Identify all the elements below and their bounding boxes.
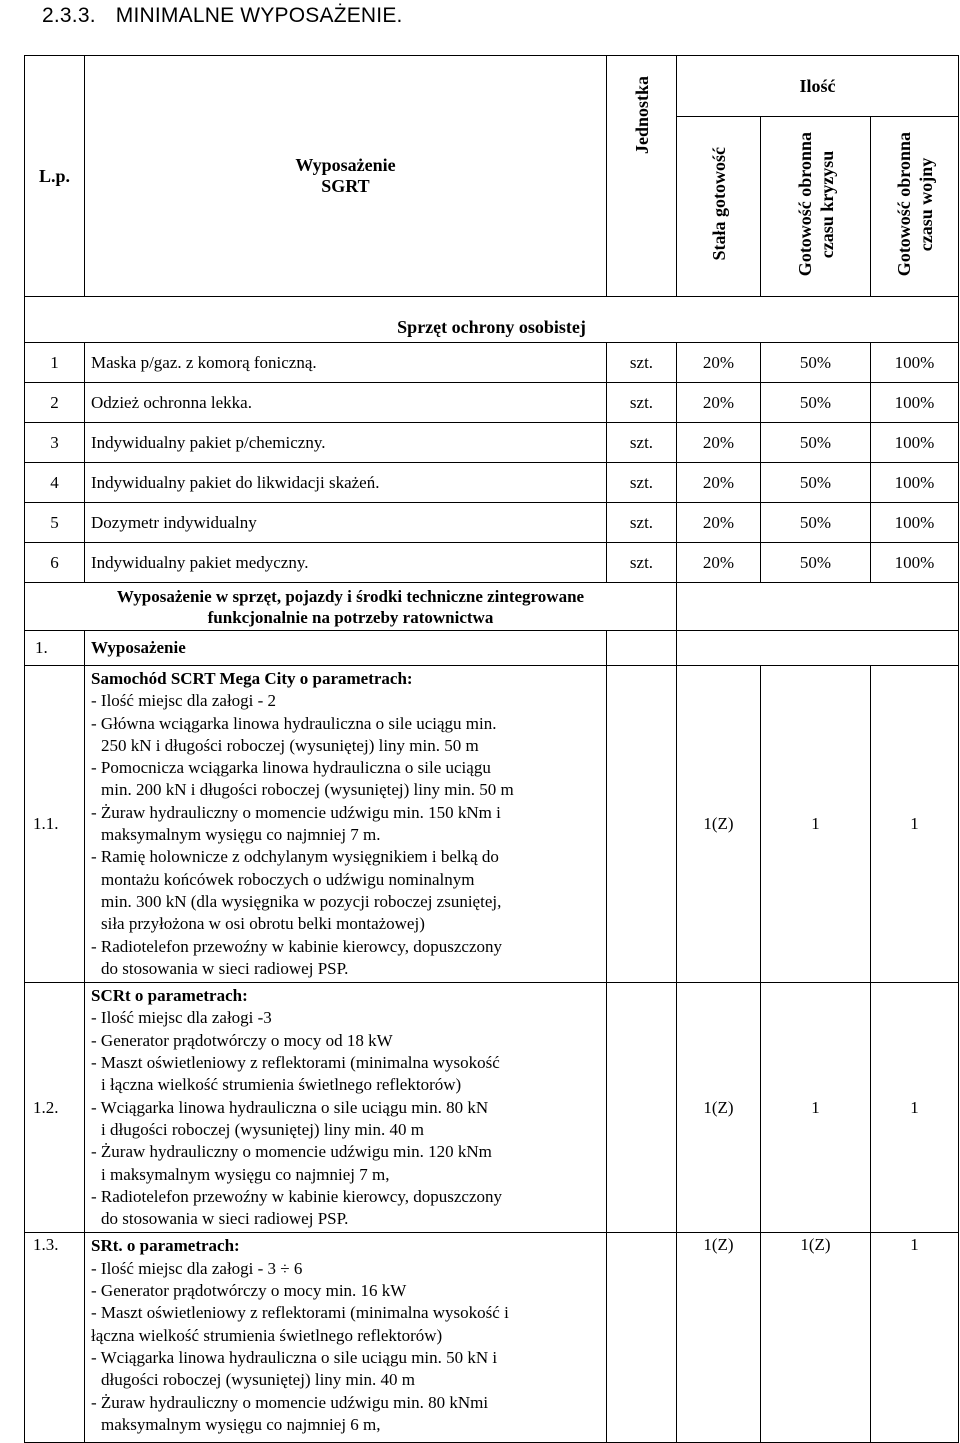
- row-q1: 20%: [677, 383, 761, 423]
- header-q3: Gotowość obronna czasu wojny: [893, 131, 936, 277]
- vehicle-spec-line: - Żuraw hydrauliczny o momencie udźwigu min. 150 kNm i: [91, 802, 501, 822]
- row-q1: 20%: [677, 543, 761, 583]
- row-q1: 20%: [677, 463, 761, 503]
- vehicle-spec-line: - Wciągarka linowa hydrauliczna o sile uciągu min. 50 kN i: [91, 1347, 498, 1367]
- row-name: Indywidualny pakiet p/chemiczny.: [85, 423, 607, 463]
- row-unit: szt.: [607, 423, 677, 463]
- row-q2: 50%: [761, 423, 871, 463]
- row-unit: szt.: [607, 343, 677, 383]
- row-name: Odzież ochronna lekka.: [85, 383, 607, 423]
- vehicle-spec-line: - Żuraw hydrauliczny o momencie udźwigu min. 120 kNm: [91, 1142, 492, 1162]
- table-row: [25, 423, 959, 463]
- table-row: [25, 543, 959, 583]
- vehicle-spec-line: - Radiotelefon przewoźny w kabinie kierowcy, dopuszczony: [91, 1186, 503, 1206]
- row-q2: 50%: [761, 343, 871, 383]
- header-q1: Stała gotowość: [708, 147, 729, 261]
- row-q2: 50%: [761, 543, 871, 583]
- row-q1: 20%: [677, 343, 761, 383]
- vehicle-spec-line: - Maszt oświetleniowy z reflektorami (minimalna wysokość i: [91, 1303, 509, 1323]
- row-q2: 1: [761, 983, 871, 1233]
- row-lp: 1.1.: [25, 666, 85, 983]
- vehicle-spec-line: i długości roboczej (wysuniętej) liny min. 40 m: [101, 1119, 424, 1139]
- section-integrated-equipment: [25, 583, 677, 631]
- row-q3: 1: [871, 1233, 959, 1443]
- vehicle-description: [85, 1233, 607, 1443]
- table-row: [25, 503, 959, 543]
- row-q3: 1: [871, 983, 959, 1233]
- vehicle-title: SRt. o parametrach:: [91, 1236, 240, 1256]
- section2-line2: funkcjonalnie na potrzeby ratownictwa: [207, 607, 494, 627]
- row-lp: 1.3.: [25, 1233, 85, 1443]
- vehicle-spec-line: - Maszt oświetleniowy z reflektorami (minimalna wysokość: [91, 1053, 500, 1073]
- vehicle-title: Samochód SCRT Mega City o parametrach:: [91, 669, 413, 688]
- row-lp: 5: [25, 503, 85, 543]
- vehicle-spec-line: - Ramię holownicze z odchylanym wysięgnikiem i belką do: [91, 847, 499, 867]
- header-equipment: [85, 56, 607, 297]
- vehicle-description: [85, 983, 607, 1233]
- vehicle-spec-line: - Główna wciągarka linowa hydrauliczna o sile uciągu min.: [91, 713, 497, 733]
- row-unit: szt.: [607, 503, 677, 543]
- page-heading: [42, 4, 403, 28]
- vehicle-spec-line: - Ilość miejsc dla załogi - 3 ÷ 6: [91, 1258, 303, 1278]
- vehicle-spec-line: - Generator prądotwórczy o mocy min. 16 kW: [91, 1281, 407, 1301]
- row-q3: 100%: [871, 343, 959, 383]
- vehicle-spec-line: do stosowania w sieci radiowej PSP.: [101, 958, 349, 978]
- row-lp: 3: [25, 423, 85, 463]
- row-unit: szt.: [607, 383, 677, 423]
- row-lp: 2: [25, 383, 85, 423]
- vehicle-spec-line: min. 300 kN (dla wysięgnika w pozycji roboczej zsuniętej,: [101, 891, 502, 911]
- vehicle-spec-line: i łączna wielkość strumienia świetlnego reflektorów): [101, 1075, 462, 1095]
- section-personal-protection: Sprzęt ochrony osobistej: [25, 297, 959, 343]
- header-unit: Jednostka: [631, 76, 652, 155]
- header-q2: Gotowość obronna czasu kryzysu: [794, 131, 837, 277]
- header-q1-cell: [677, 117, 761, 297]
- vehicle-spec-line: 250 kN i długości roboczej (wysuniętej) liny min. 50 m: [101, 735, 479, 755]
- header-q3-cell: [871, 117, 959, 297]
- row-q3: 100%: [871, 543, 959, 583]
- row-name: Indywidualny pakiet do likwidacji skażeń.: [85, 463, 607, 503]
- table-row: [25, 631, 959, 666]
- heading-title: MINIMALNE WYPOSAŻENIE.: [115, 4, 403, 27]
- row-unit: szt.: [607, 463, 677, 503]
- row-q1: 1(Z): [677, 1233, 761, 1443]
- header-equipment-line1: Wyposażenie: [295, 155, 396, 175]
- vehicle-spec-line: siła przyłożona w osi obrotu belki montażowej): [101, 914, 425, 934]
- row-q3: 100%: [871, 423, 959, 463]
- table-row: [25, 666, 959, 983]
- vehicle-spec-line: maksymalnym wysięgu co najmniej 7 m.: [101, 825, 381, 845]
- vehicle-spec-line: - Radiotelefon przewoźny w kabinie kierowcy, dopuszczony: [91, 936, 503, 956]
- vehicle-spec-line: min. 200 kN i długości roboczej (wysuniętej) liny min. 50 m: [101, 780, 514, 800]
- table-row: [25, 1233, 959, 1443]
- vehicle-description: [85, 666, 607, 983]
- row-q1: 1(Z): [677, 666, 761, 983]
- row-unit: szt.: [607, 543, 677, 583]
- vehicle-spec-line: łączna wielkość strumienia świetlnego reflektorów): [91, 1325, 443, 1345]
- header-lp: L.p.: [25, 56, 85, 297]
- vehicle-spec-line: do stosowania w sieci radiowej PSP.: [101, 1209, 349, 1229]
- vehicle-spec-line: maksymalnym wysięgu co najmniej 6 m,: [101, 1414, 381, 1434]
- header-equipment-line2: SGRT: [321, 176, 370, 196]
- row-name: Wyposażenie: [85, 631, 607, 666]
- row-lp: 6: [25, 543, 85, 583]
- table-row: [25, 383, 959, 423]
- header-q2-cell: [761, 117, 871, 297]
- row-q1: 20%: [677, 503, 761, 543]
- vehicle-spec-line: - Żuraw hydrauliczny o momencie udźwigu min. 80 kNmi: [91, 1392, 489, 1412]
- vehicle-spec-line: montażu końcówek roboczych o udźwigu nominalnym: [101, 869, 475, 889]
- row-lp: 1.: [25, 631, 85, 666]
- row-name: Dozymetr indywidualny: [85, 503, 607, 543]
- row-q3: 1: [871, 666, 959, 983]
- row-q1: 1(Z): [677, 983, 761, 1233]
- equipment-table: [24, 55, 959, 1443]
- row-lp: 1: [25, 343, 85, 383]
- vehicle-spec-line: i maksymalnym wysięgu co najmniej 7 m,: [101, 1164, 390, 1184]
- table-row: [25, 343, 959, 383]
- row-lp: 1.2.: [25, 983, 85, 1233]
- vehicle-spec-line: długości roboczej (wysuniętej) liny min. 40 m: [101, 1370, 415, 1390]
- row-name: Indywidualny pakiet medyczny.: [85, 543, 607, 583]
- row-q2: 50%: [761, 463, 871, 503]
- vehicle-spec-line: - Generator prądotwórczy o mocy od 18 kW: [91, 1030, 393, 1050]
- row-name: Maska p/gaz. z komorą foniczną.: [85, 343, 607, 383]
- vehicle-spec-line: - Ilość miejsc dla załogi - 2: [91, 691, 277, 711]
- row-q3: 100%: [871, 383, 959, 423]
- vehicle-spec-line: - Pomocnicza wciągarka linowa hydrauliczna o sile uciągu: [91, 758, 491, 778]
- row-q2: 1(Z): [761, 1233, 871, 1443]
- row-lp: 4: [25, 463, 85, 503]
- row-q2: 50%: [761, 383, 871, 423]
- row-q3: 100%: [871, 463, 959, 503]
- table-row: [25, 463, 959, 503]
- row-q1: 20%: [677, 423, 761, 463]
- vehicle-title: SCRt o parametrach:: [91, 986, 248, 1006]
- heading-number: 2.3.3.: [42, 4, 96, 27]
- row-q2: 50%: [761, 503, 871, 543]
- header-quantity: Ilość: [677, 56, 959, 117]
- vehicle-spec-line: - Ilość miejsc dla załogi -3: [91, 1008, 272, 1028]
- vehicle-spec-line: - Wciągarka linowa hydrauliczna o sile uciągu min. 80 kN: [91, 1097, 489, 1117]
- row-q3: 100%: [871, 503, 959, 543]
- table-row: [25, 983, 959, 1233]
- header-unit-cell: [607, 56, 677, 297]
- section2-line1: Wyposażenie w sprzęt, pojazdy i środki techniczne zintegrowane: [116, 586, 585, 606]
- row-q2: 1: [761, 666, 871, 983]
